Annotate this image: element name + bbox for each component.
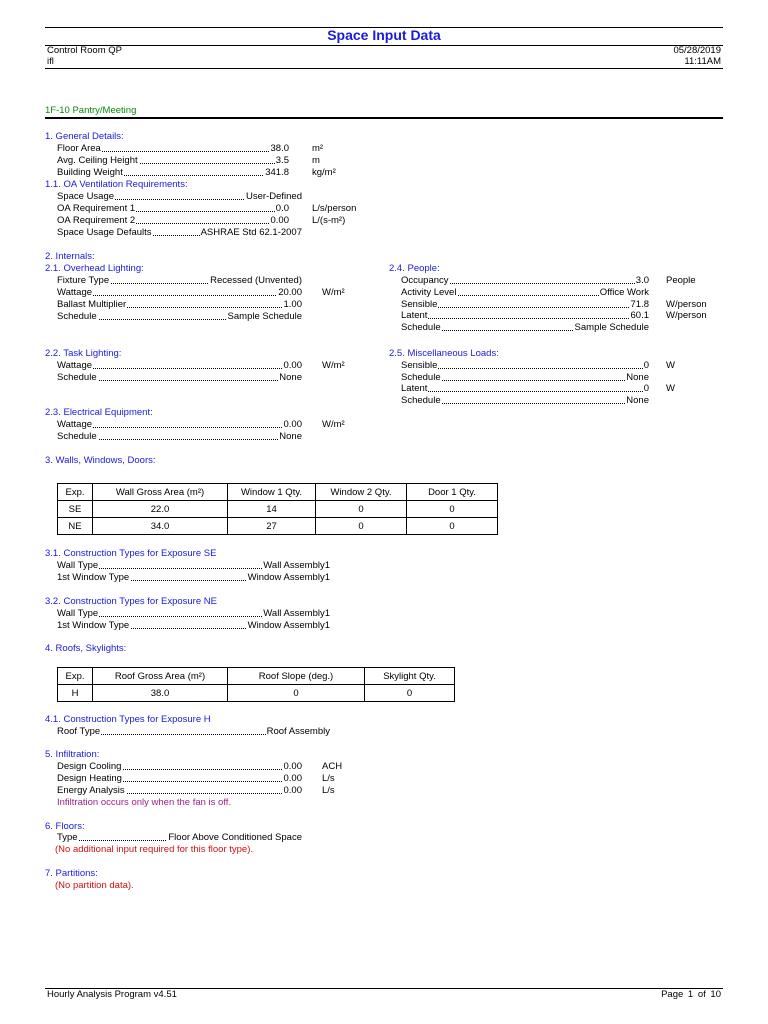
design-heating-label: Design Heating (57, 773, 122, 784)
dotted-leader (401, 318, 649, 319)
internals-heading: 2. Internals: (45, 251, 95, 262)
people-latent-label: Latent (401, 310, 428, 321)
dotted-leader (57, 295, 302, 296)
floor-area-value: 38.0 (270, 143, 289, 154)
floor-area-row (57, 143, 324, 155)
overhead-wattage-label: Wattage (57, 287, 93, 298)
oa-heading: 1.1. OA Ventilation Requirements: (45, 179, 188, 190)
page-number: 1 (687, 989, 694, 1000)
misc-sens-schedule-value: None (626, 372, 649, 383)
electrical-schedule-row (57, 431, 302, 443)
fixture-type-label: Fixture Type (57, 275, 110, 286)
floors-note: (No additional input required for this floor type). (55, 844, 254, 855)
partitions-note: (No partition data). (55, 880, 134, 891)
construction-ne-heading: 3.2. Construction Types for Exposure NE (45, 596, 217, 607)
activity-label: Activity Level (401, 287, 457, 298)
se-wall-type-label: Wall Type (57, 560, 99, 571)
overhead-wattage-value: 20.00 (278, 287, 302, 298)
roofs-col-skylight: Skylight Qty. (365, 668, 455, 685)
of-label: of (697, 989, 706, 1000)
people-schedule-row (401, 322, 649, 334)
overhead-wattage-unit: W/m² (322, 287, 345, 298)
se-wall-type-value: Wall Assembly1 (263, 560, 330, 571)
electrical-wattage-value: 0.00 (283, 419, 302, 430)
page-title: Space Input Data (327, 27, 441, 43)
misc-heading: 2.5. Miscellaneous Loads: (389, 348, 499, 359)
table-cell: H (58, 685, 93, 702)
space-name: 1F-10 Pantry/Meeting (45, 105, 137, 116)
table-cell: 34.0 (93, 518, 228, 535)
misc-latent-value: 0 (643, 383, 649, 394)
space-usage-value: User-Defined (246, 191, 302, 202)
oa-req2-unit: L/(s-m²) (312, 215, 346, 226)
design-cooling-unit: ACH (322, 761, 343, 772)
table-cell: 0 (407, 518, 498, 535)
table-cell: 14 (228, 501, 316, 518)
ne-wall-type-value: Wall Assembly1 (263, 608, 330, 619)
task-wattage-label: Wattage (57, 360, 93, 371)
occupancy-label: Occupancy (401, 275, 449, 286)
oa-req1-unit: L/s/person (312, 203, 357, 214)
occupancy-row (401, 275, 696, 287)
space-usage-label: Space Usage (57, 191, 115, 202)
task-lighting-heading: 2.2. Task Lighting: (45, 348, 122, 359)
walls-col-window2: Window 2 Qty. (316, 484, 407, 501)
energy-analysis-row (57, 785, 335, 797)
roofs-col-exp: Exp. (58, 668, 93, 685)
misc-sensible-unit: W (666, 360, 675, 371)
space-rule (45, 117, 723, 119)
fixture-type-value: Recessed (Unvented) (210, 275, 302, 286)
electrical-schedule-value: None (279, 431, 302, 442)
usage-defaults-value: ASHRAE Std 62.1-2007 (200, 227, 302, 238)
misc-lat-schedule-label: Schedule (401, 395, 441, 406)
table-cell: NE (58, 518, 93, 535)
misc-sensible-row (401, 360, 675, 372)
page-indicator (661, 989, 721, 1000)
people-heading: 2.4. People: (389, 263, 440, 274)
ceiling-height-label: Avg. Ceiling Height (57, 155, 138, 166)
table-cell: 0 (365, 685, 455, 702)
dotted-leader (57, 427, 302, 428)
oa-req2-value: 0.00 (270, 215, 289, 226)
people-schedule-label: Schedule (401, 322, 441, 333)
roofs-header-row (58, 668, 455, 685)
se-window-type-label: 1st Window Type (57, 572, 130, 583)
building-weight-value: 341.8 (265, 167, 289, 178)
misc-lat-schedule-value: None (626, 395, 649, 406)
ne-window-type-value: Window Assembly1 (247, 620, 330, 631)
building-weight-unit: kg/m² (312, 167, 336, 178)
general-heading: 1. General Details: (45, 131, 124, 142)
electrical-schedule-label: Schedule (57, 431, 97, 442)
ballast-label: Ballast Multiplier (57, 299, 127, 310)
misc-latent-row (401, 383, 675, 395)
walls-col-door1: Door 1 Qty. (407, 484, 498, 501)
electrical-wattage-label: Wattage (57, 419, 93, 430)
table-cell: 0 (407, 501, 498, 518)
task-wattage-row (57, 360, 345, 372)
table-cell: 22.0 (93, 501, 228, 518)
misc-latent-unit: W (666, 383, 675, 394)
user-name: ifl (47, 56, 54, 67)
activity-value: Office Work (599, 287, 649, 298)
program-name: Hourly Analysis Program v4.51 (47, 989, 177, 1000)
floors-heading: 6. Floors: (45, 821, 85, 832)
table-cell: 38.0 (93, 685, 228, 702)
floor-type-value: Floor Above Conditioned Space (168, 832, 302, 843)
oa-req2-label: OA Requirement 2 (57, 215, 136, 226)
energy-analysis-label: Energy Analysis (57, 785, 125, 796)
walls-header-row (58, 484, 498, 501)
misc-sensible-value: 0 (643, 360, 649, 371)
walls-table (57, 483, 498, 535)
roofs-col-area: Roof Gross Area (m²) (93, 668, 228, 685)
dotted-leader (401, 391, 649, 392)
floor-type-row (57, 832, 302, 844)
walls-heading: 3. Walls, Windows, Doors: (45, 455, 156, 466)
dotted-leader (57, 368, 302, 369)
roofs-col-slope: Roof Slope (deg.) (228, 668, 365, 685)
oa-req2-row (57, 215, 346, 227)
ne-window-type-label: 1st Window Type (57, 620, 130, 631)
floor-type-label: Type (57, 832, 78, 843)
overhead-schedule-value: Sample Schedule (227, 311, 302, 322)
design-heating-unit: L/s (322, 773, 335, 784)
floor-area-label: Floor Area (57, 143, 101, 154)
ceiling-height-row (57, 155, 320, 167)
energy-analysis-value: 0.00 (283, 785, 302, 796)
electrical-wattage-unit: W/m² (322, 419, 345, 430)
people-sensible-unit: W/person (666, 299, 707, 310)
usage-defaults-label: Space Usage Defaults (57, 227, 152, 238)
header-bottom-rule (45, 68, 723, 69)
walls-col-area: Wall Gross Area (m²) (93, 484, 228, 501)
electrical-heading: 2.3. Electrical Equipment: (45, 407, 153, 418)
design-cooling-row (57, 761, 343, 773)
task-schedule-label: Schedule (57, 372, 97, 383)
walls-col-exp: Exp. (58, 484, 93, 501)
page-total: 10 (710, 989, 721, 1000)
ceiling-height-unit: m (312, 155, 320, 166)
people-latent-row (401, 310, 707, 322)
misc-lat-schedule-row (401, 395, 649, 407)
roof-type-row (57, 726, 330, 738)
design-heating-row (57, 773, 335, 785)
people-sensible-label: Sensible (401, 299, 438, 310)
energy-analysis-unit: L/s (322, 785, 335, 796)
table-row (58, 518, 498, 535)
roof-type-label: Roof Type (57, 726, 101, 737)
table-cell: 27 (228, 518, 316, 535)
roof-type-value: Roof Assembly (266, 726, 330, 737)
misc-sens-schedule-label: Schedule (401, 372, 441, 383)
table-cell: 0 (316, 501, 407, 518)
header-rule (45, 45, 723, 46)
task-wattage-unit: W/m² (322, 360, 345, 371)
people-latent-value: 60.1 (630, 310, 649, 321)
table-cell: 0 (316, 518, 407, 535)
ne-window-type-row (57, 620, 330, 632)
se-wall-type-row (57, 560, 330, 572)
se-window-type-row (57, 572, 330, 584)
usage-defaults-row (57, 227, 302, 239)
infiltration-note: Infiltration occurs only when the fan is off. (57, 797, 232, 808)
occupancy-value: 3.0 (635, 275, 649, 286)
ne-wall-type-row (57, 608, 330, 620)
activity-row (401, 287, 649, 299)
misc-latent-label: Latent (401, 383, 428, 394)
roofs-heading: 4. Roofs, Skylights: (45, 643, 127, 654)
design-heating-value: 0.00 (283, 773, 302, 784)
overhead-wattage-row (57, 287, 345, 299)
ceiling-height-value: 3.5 (275, 155, 289, 166)
oa-req1-row (57, 203, 357, 215)
design-cooling-value: 0.00 (283, 761, 302, 772)
people-latent-unit: W/person (666, 310, 707, 321)
walls-col-window1: Window 1 Qty. (228, 484, 316, 501)
electrical-wattage-row (57, 419, 345, 431)
task-schedule-value: None (279, 372, 302, 383)
task-wattage-value: 0.00 (283, 360, 302, 371)
table-cell: 0 (228, 685, 365, 702)
fixture-type-row (57, 275, 302, 287)
misc-sensible-label: Sensible (401, 360, 438, 371)
se-window-type-value: Window Assembly1 (247, 572, 330, 583)
task-schedule-row (57, 372, 302, 384)
table-row (58, 685, 455, 702)
building-weight-row (57, 167, 336, 179)
construction-h-heading: 4.1. Construction Types for Exposure H (45, 714, 211, 725)
infiltration-heading: 5. Infiltration: (45, 749, 100, 760)
page-label: Page (661, 989, 684, 1000)
table-row (58, 501, 498, 518)
design-cooling-label: Design Cooling (57, 761, 122, 772)
ne-wall-type-label: Wall Type (57, 608, 99, 619)
people-schedule-value: Sample Schedule (574, 322, 649, 333)
ballast-value: 1.00 (283, 299, 302, 310)
construction-se-heading: 3.1. Construction Types for Exposure SE (45, 548, 217, 559)
space-usage-row (57, 191, 302, 203)
table-cell: SE (58, 501, 93, 518)
overhead-schedule-row (57, 311, 302, 323)
overhead-lighting-heading: 2.1. Overhead Lighting: (45, 263, 144, 274)
roofs-table (57, 667, 455, 702)
project-name: Control Room QP (47, 45, 122, 56)
floor-area-unit: m² (312, 143, 324, 154)
oa-req1-value: 0.0 (275, 203, 289, 214)
oa-req1-label: OA Requirement 1 (57, 203, 136, 214)
report-date: 05/28/2019 (673, 45, 721, 56)
partitions-heading: 7. Partitions: (45, 868, 98, 879)
occupancy-unit: People (666, 275, 696, 286)
ballast-row (57, 299, 302, 311)
people-sensible-value: 71.8 (630, 299, 649, 310)
building-weight-label: Building Weight (57, 167, 123, 178)
overhead-schedule-label: Schedule (57, 311, 97, 322)
report-time: 11:11AM (684, 56, 721, 67)
